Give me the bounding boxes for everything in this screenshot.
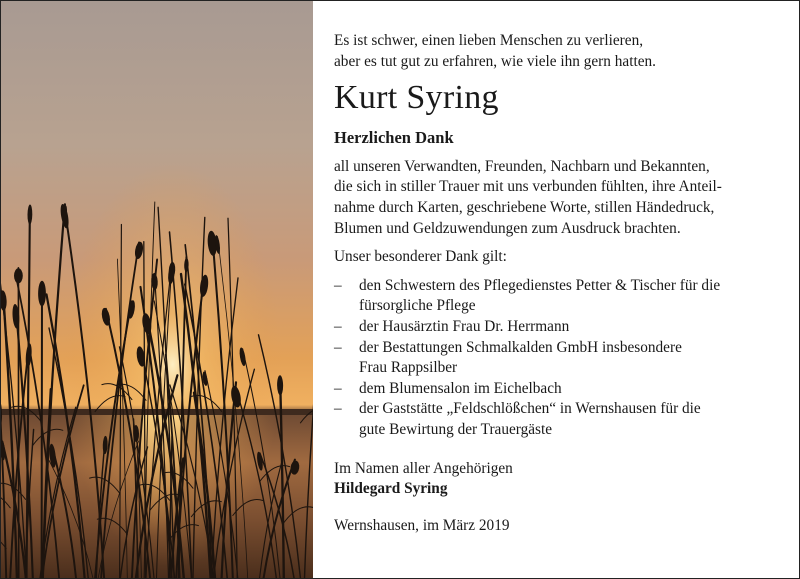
list-item (334, 399, 784, 440)
list-item-line: der Gaststätte „Feldschlößchen“ in Wernshausen für die (359, 400, 701, 418)
list-item-line: den Schwestern des Pflegedienstes Petter & Tischer für die (359, 276, 721, 294)
list-bullet: – (334, 276, 342, 294)
thanks-heading: Herzlichen Dank (334, 128, 454, 148)
list-item (334, 379, 784, 400)
memorial-quote (334, 31, 784, 72)
deceased-name: Kurt Syring (334, 79, 499, 117)
list-bullet: – (334, 338, 342, 356)
list-item (334, 276, 784, 317)
list-item (334, 338, 784, 379)
thanks-body (334, 157, 784, 239)
closing-line: Im Namen aller Angehörigen (334, 459, 513, 477)
sunset-reeds-image (1, 1, 313, 578)
list-bullet: – (334, 379, 342, 397)
signer-name: Hildegard Syring (334, 480, 448, 498)
quote-line: aber es tut gut zu erfahren, wie viele ihn gern hatten. (334, 52, 656, 70)
list-item-line: gute Bewirtung der Trauergäste (359, 420, 553, 438)
sunset-reeds-photo (1, 1, 313, 578)
special-thanks-intro: Unser besonderer Dank gilt: (334, 248, 507, 266)
list-bullet: – (334, 317, 342, 335)
list-item-line: der Hausärztin Frau Dr. Herrmann (359, 317, 570, 335)
quote-line: Es ist schwer, einen lieben Menschen zu verlieren, (334, 32, 644, 49)
body-line: all unseren Verwandten, Freunden, Nachbarn und Bekannten, (334, 157, 710, 175)
list-item-line: dem Blumensalon im Eichelbach (359, 379, 562, 397)
list-item-line: Frau Rappsilber (359, 359, 458, 377)
list-item-line: der Bestattungen Schmalkalden GmbH insbesondere (359, 338, 682, 356)
list-bullet: – (334, 400, 342, 418)
obituary-text (334, 31, 784, 536)
body-line: die sich in stiller Trauer mit uns verbunden fühlten, ihre Anteil- (334, 178, 722, 196)
body-line: Blumen und Geldzuwendungen zum Ausdruck brachten. (334, 219, 681, 237)
list-item-line: fürsorgliche Pflege (359, 297, 476, 315)
thanks-list (334, 276, 784, 441)
place-date: Wernshausen, im März 2019 (334, 516, 510, 534)
body-line: nahme durch Karten, geschriebene Worte, stillen Händedruck, (334, 198, 715, 216)
list-item (334, 317, 784, 338)
